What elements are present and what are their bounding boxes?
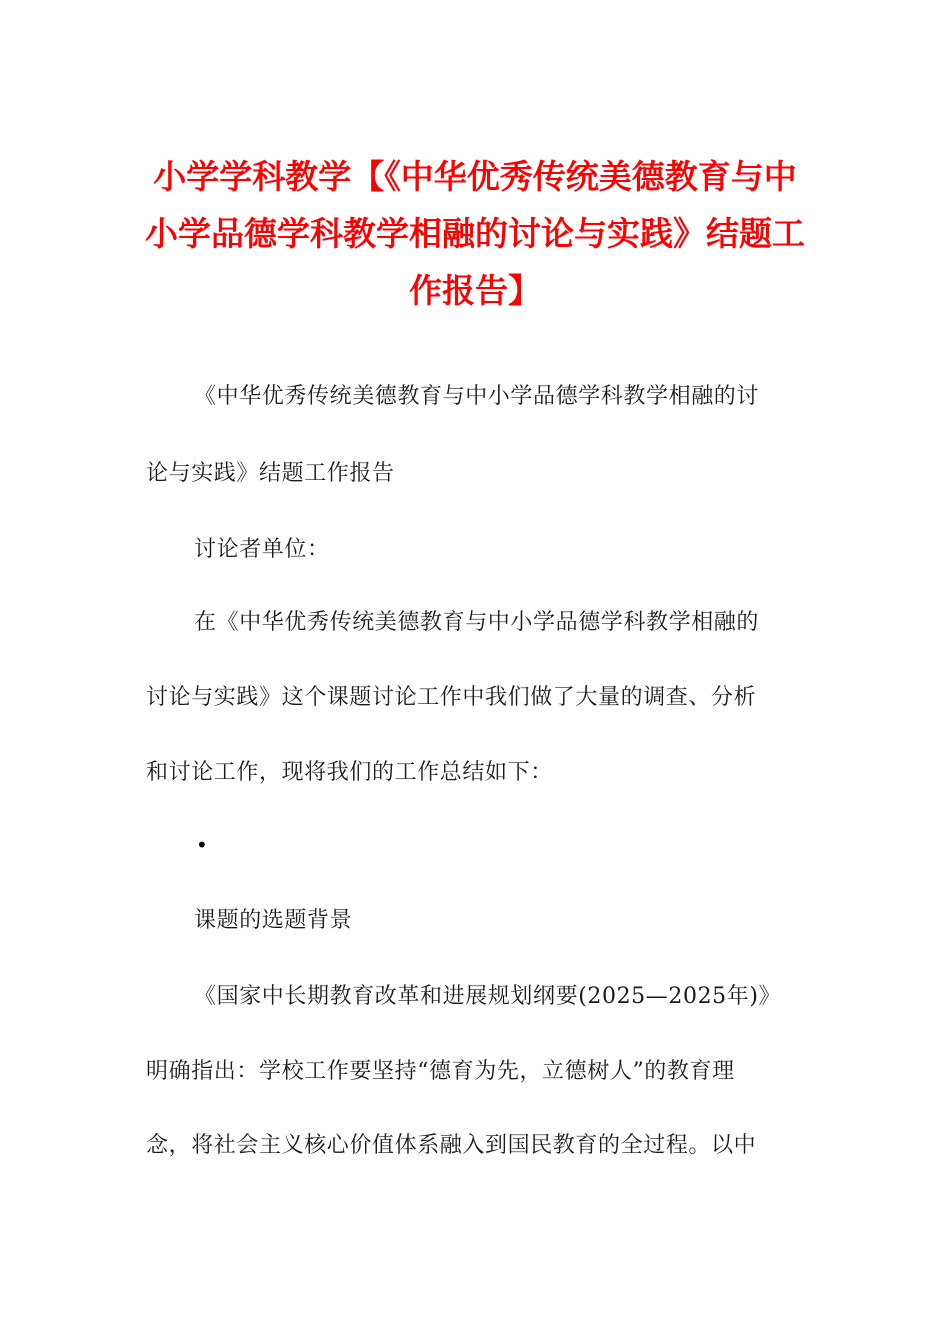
researcher-unit-label: 讨论者单位： [194, 537, 330, 562]
section-heading-background: 课题的选题背景 [194, 908, 353, 933]
paragraph-line-2: 论与实践》结题工作报告 [146, 461, 395, 486]
paragraph-line-8: 念，将社会主义核心价值体系融入到国民教育的全过程。以中 [146, 1133, 757, 1158]
paragraph-line-5: 和讨论工作，现将我们的工作总结如下： [146, 760, 553, 785]
bullet-point: • [196, 833, 208, 857]
document-title: 小学学科教学【《中华优秀传统美德教育与中小学品德学科教学相融的讨论与实践》结题工作报告】 [145, 157, 805, 310]
paragraph-line-4: 讨论与实践》这个课题讨论工作中我们做了大量的调查、分析 [146, 685, 757, 710]
paragraph-line-7: 明确指出：学校工作要坚持“德育为先，立德树人”的教育理 [146, 1059, 735, 1084]
paragraph-line-6: 《国家中长期教育改革和进展规划纲要(2025—2025年)》 [194, 984, 782, 1009]
paragraph-line-3: 在《中华优秀传统美德教育与中小学品德学科教学相融的 [194, 610, 760, 635]
paragraph-line-1: 《中华优秀传统美德教育与中小学品德学科教学相融的讨 [194, 384, 760, 409]
